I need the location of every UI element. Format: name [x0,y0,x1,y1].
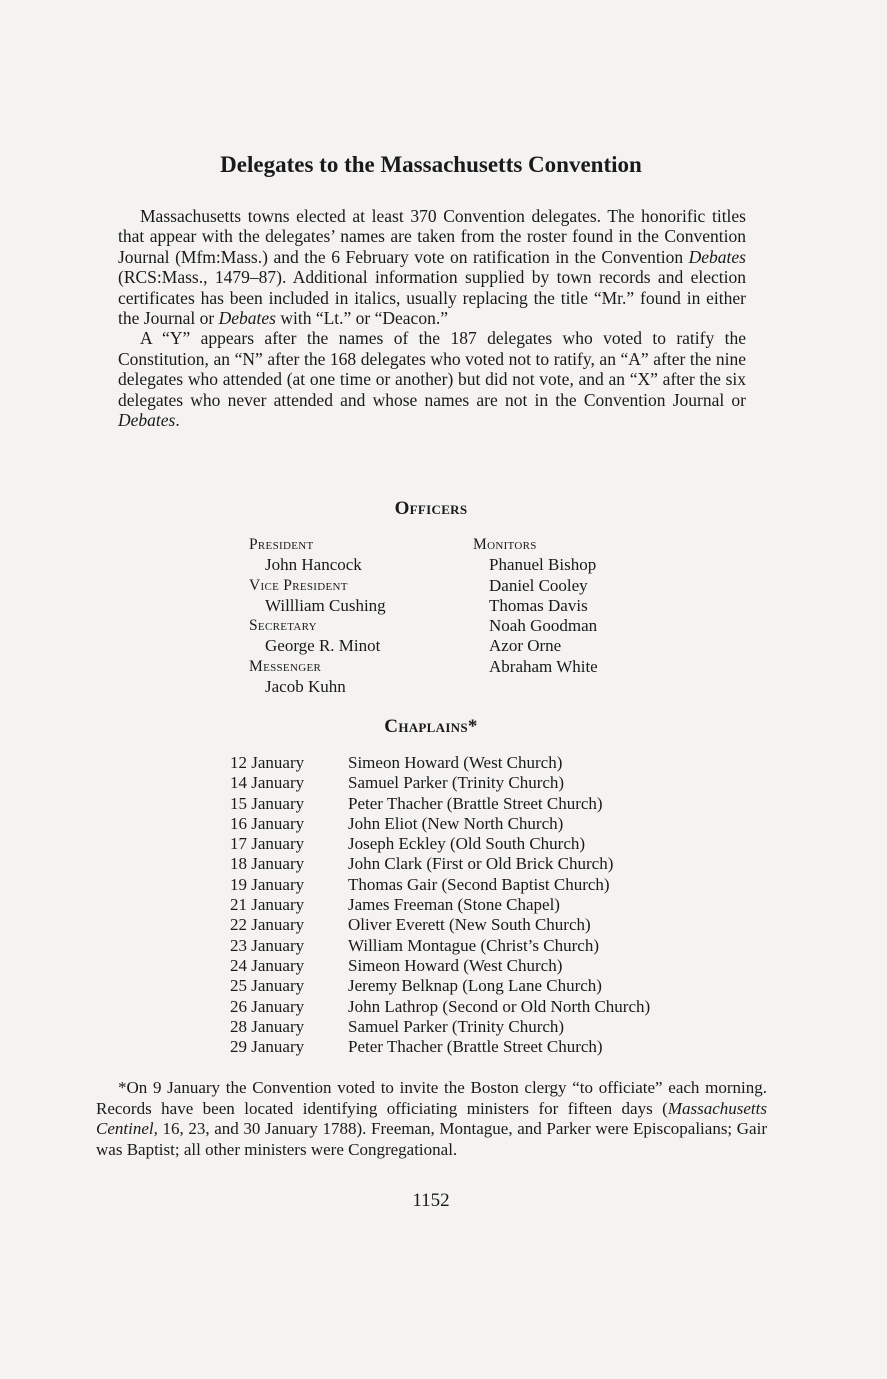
chaplain-name: Simeon Howard (West Church) [348,955,563,975]
chaplain-row [230,794,750,814]
chaplain-date: 23 January [230,935,305,955]
intro-text [118,206,746,430]
chaplain-name: James Freeman (Stone Chapel) [348,895,560,915]
chaplain-name: John Eliot (New North Church) [348,813,564,833]
messenger-role: Messenger [249,657,322,675]
chaplains-heading: Chaplains* [384,716,478,737]
chaplain-date: 21 January [230,895,305,915]
officers-left-column [249,535,464,697]
footnote-italic: Massachusetts Centinel, [96,1098,767,1138]
intro-p2-italic-1: Debates [118,410,176,431]
monitor-name: Abraham White [489,656,598,676]
chaplain-date: 22 January [230,915,305,935]
monitor-name: Noah Goodman [489,616,598,636]
president-role: President [249,536,314,553]
chaplain-row [230,814,750,834]
chaplain-row [230,875,750,895]
chaplain-name: Samuel Parker (Trinity Church) [348,773,565,793]
chaplain-row [230,834,750,854]
monitor-name: Phanuel Bishop [489,555,597,575]
chaplain-name: William Montague (Christ’s Church) [348,935,599,955]
secretary-name: George R. Minot [265,636,381,656]
chaplain-date: 26 January [230,996,305,1016]
chaplain-date: 17 January [230,834,305,854]
monitor-name: Daniel Cooley [489,575,588,595]
chaplain-row [230,936,750,956]
intro-p1-text-3: with “Lt.” or “Deacon.” [275,308,448,329]
chaplain-row [230,976,750,996]
officers-right-column [473,535,673,677]
secretary-role: Secretary [249,617,317,635]
chaplain-name: Jeremy Belknap (Long Lane Church) [348,976,602,996]
intro-p2-text-2: . [175,410,180,431]
chaplain-date: 18 January [230,854,305,874]
intro-paragraph-2 [118,328,746,430]
intro-p1-italic-1: Debates [688,246,746,267]
footnote-text-2: 16, 23, and 30 January 1788). Freeman, Montague, and Parker were Episcopalians; Gair was Baptist; all other ministers were Congregational. [96,1119,767,1159]
chaplain-name: Thomas Gair (Second Baptist Church) [348,874,610,894]
intro-paragraph-1 [118,206,746,328]
chaplain-row [230,997,750,1017]
page-number: 1152 [412,1190,450,1211]
chaplain-name: John Lathrop (Second or Old North Church) [348,996,651,1016]
chaplain-date: 19 January [230,874,305,894]
chaplain-row [230,773,750,793]
footnote [96,1078,767,1160]
intro-p1-text-2: (RCS:Mass., 1479–87). Additional information supplied by town records and election certificates has been included in italics, usually replacing the title “Mr.” found in either the Journal or [118,267,746,329]
monitors-role: Monitors [473,536,537,553]
chaplain-name: Samuel Parker (Trinity Church) [348,1016,565,1036]
chaplain-date: 12 January [230,753,305,772]
chaplain-date: 29 January [230,1037,305,1057]
chaplain-row [230,956,750,976]
chaplain-list [230,753,750,1057]
chaplain-name: John Clark (First or Old Brick Church) [348,854,614,874]
messenger-name: Jacob Kuhn [265,677,346,697]
chaplain-row [230,895,750,915]
chaplain-name: Peter Thacher (Brattle Street Church) [348,793,603,813]
vice-president-role: Vice President [249,576,348,594]
chaplain-name: Oliver Everett (New South Church) [348,915,591,935]
chaplain-row [230,915,750,935]
monitor-name: Azor Orne [489,636,562,656]
chaplain-row [230,854,750,874]
chaplain-date: 15 January [230,793,305,813]
president-name: John Hancock [265,555,362,575]
chaplain-row [230,753,750,773]
page-title: Delegates to the Massachusetts Convention [220,152,642,177]
footnote-text-1: *On 9 January the Convention voted to invite the Boston clergy “to officiate” each morning. Records have been located identifying officiating ministers for fifteen days ( [96,1078,767,1118]
chaplain-date: 28 January [230,1016,305,1036]
intro-p1-italic-2: Debates [218,308,276,329]
vice-president-name: Willliam Cushing [265,595,386,615]
chaplain-name: Peter Thacher (Brattle Street Church) [348,1037,603,1057]
chaplain-row [230,1017,750,1037]
intro-p1-text-1: Massachusetts towns elected at least 370 Convention delegates. The honorific titles that appear with the delegates’ names are taken from the roster found in the Convention Journal (Mfm:Mass.) and the 6 February vote on ratification in the Convention [118,206,746,267]
chaplain-date: 25 January [230,976,305,996]
chaplain-name: Joseph Eckley (Old South Church) [348,834,586,854]
chaplain-date: 14 January [230,773,305,793]
chaplain-date: 24 January [230,955,305,975]
chaplain-date: 16 January [230,813,305,833]
chaplain-row [230,1037,750,1057]
intro-p2-text-1: A “Y” appears after the names of the 187 delegates who voted to ratify the Constitution, an “N” after the 168 delegates who voted not to ratify, an “A” after the nine delegates who attended (at one time or another) but did not vote, and an “X” after the six delegates who never attended and whose names are not in the Convention Journal or [118,328,746,410]
officers-heading: Officers [394,498,468,519]
monitor-name: Thomas Davis [489,595,588,615]
chaplain-name: Simeon Howard (West Church) [348,753,563,772]
